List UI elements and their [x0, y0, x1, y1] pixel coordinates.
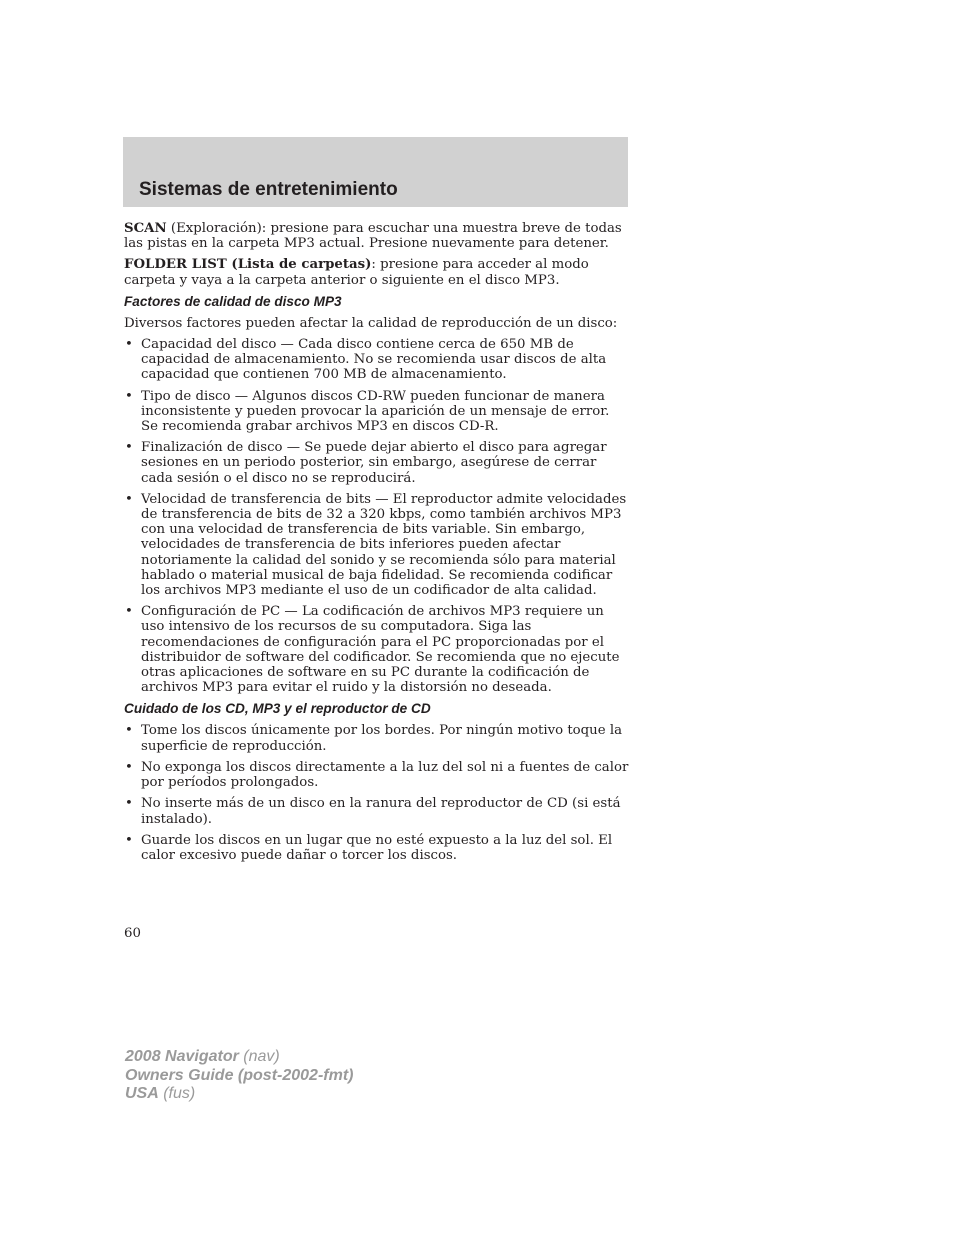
footer-market-code: (fus): [158, 1085, 196, 1102]
footer-model-code: (nav): [238, 1048, 280, 1065]
section-header-band: [123, 137, 628, 207]
list-item-text: Configuración de PC — La codificación de archivos MP3 requiere un uso intensivo de los recursos de su computadora. Siga las recomendaciones de configuración para el PC proporcionadas por el distribuidor de software del codificador. Se recomienda que no ejecute otras aplicaciones de software en su PC durante la codificación de archivos MP3 para evitar el ruido y la distorsión no deseada.: [141, 604, 620, 696]
footer-guide-name: Owners Guide (post-2002-fmt): [125, 1066, 354, 1084]
footer-model-name: 2008 Navigator: [125, 1048, 239, 1065]
folder-list-term: FOLDER LIST (Lista de carpetas): [124, 257, 372, 273]
list-item: [124, 796, 630, 826]
list-item-text: Tipo de disco — Algunos discos CD-RW pueden funcionar de manera inconsistente y pueden provocar la aparición de un mensaje de error. Se recomienda grabar archivos MP3 en discos CD-R.: [141, 388, 610, 435]
bullet-glyph: •: [125, 723, 133, 739]
bullet-glyph: •: [125, 440, 133, 456]
scan-term: SCAN: [124, 221, 167, 236]
mp3-quality-list: [124, 337, 630, 695]
page-number: 60: [124, 926, 141, 941]
list-item-text: Capacidad del disco — Cada disco contiene cerca de 650 MB de capacidad de almacenamiento. No se recomienda usar discos de alta capacidad que contienen 700 MB de almacenamiento.: [141, 337, 607, 383]
list-item: [124, 492, 630, 598]
bullet-glyph: •: [125, 388, 133, 404]
bullet-glyph: •: [125, 759, 133, 775]
cd-care-list: [124, 723, 630, 863]
document-footer: [125, 1048, 353, 1104]
list-item-text: No exponga los discos directamente a la luz del sol ni a fuentes de calor por períodos prolongados.: [141, 759, 629, 791]
scan-description: (Exploración): presione para escuchar una muestra breve de todas las pistas en la carpeta MP3 actual. Presione nuevamente para detener.: [124, 221, 622, 252]
page-content: [124, 221, 630, 869]
footer-line-model: [125, 1048, 353, 1067]
list-item-text: No inserte más de un disco en la ranura del reproductor de CD (si está instalado).: [141, 796, 621, 827]
mp3-quality-lead: Diversos factores pueden afectar la calidad de reproducción de un disco:: [124, 315, 618, 331]
list-item: [124, 833, 630, 863]
list-item: [124, 389, 630, 435]
bullet-glyph: •: [125, 491, 133, 507]
list-item: [124, 604, 630, 695]
bullet-glyph: •: [125, 337, 133, 353]
folder-list-description: : presione para acceder al modo carpeta y vaya a la carpeta anterior o siguiente en el disco MP3.: [124, 257, 589, 288]
list-item-text: Tome los discos únicamente por los bordes. Por ningún motivo toque la superficie de reproducción.: [141, 723, 623, 754]
list-item-text: Finalización de disco — Se puede dejar abierto el disco para agregar sesiones en un periodo posterior, sin embargo, asegúrese de cerrar cada sesión o el disco no se reproducirá.: [141, 440, 607, 486]
mp3-quality-heading: Factores de calidad de disco MP3: [124, 293, 342, 309]
footer-line-guide: [125, 1067, 353, 1086]
list-item: [124, 440, 630, 486]
section-title: Sistemas de entretenimiento: [139, 179, 398, 200]
list-item-text: Velocidad de transferencia de bits — El reproductor admite velocidades de transferencia de bits de 32 a 320 kbps, como también archivos MP3 con una velocidad de transferencia de bits variable. Sin embargo, velocidades de transferencia de bits inferiores pueden afectar notoriamente la calidad del sonido y se recomienda sólo para material hablado o material musical de baja fidelidad. Se recomienda codificar los archivos MP3 mediante el uso de un codificador de alta calidad.: [141, 491, 627, 599]
bullet-glyph: •: [125, 832, 133, 848]
list-item-text: Guarde los discos en un lugar que no esté expuesto a la luz del sol. El calor excesivo puede dañar o torcer los discos.: [141, 832, 613, 863]
footer-market-name: USA: [125, 1085, 159, 1102]
bullet-glyph: •: [125, 604, 133, 620]
list-item: [124, 723, 630, 753]
cd-care-heading: Cuidado de los CD, MP3 y el reproductor de CD: [124, 701, 431, 717]
folder-list-paragraph: [124, 257, 630, 287]
list-item: [124, 760, 630, 790]
list-item: [124, 337, 630, 383]
scan-paragraph: [124, 221, 630, 251]
bullet-glyph: •: [125, 796, 133, 812]
footer-line-market: [125, 1085, 353, 1104]
